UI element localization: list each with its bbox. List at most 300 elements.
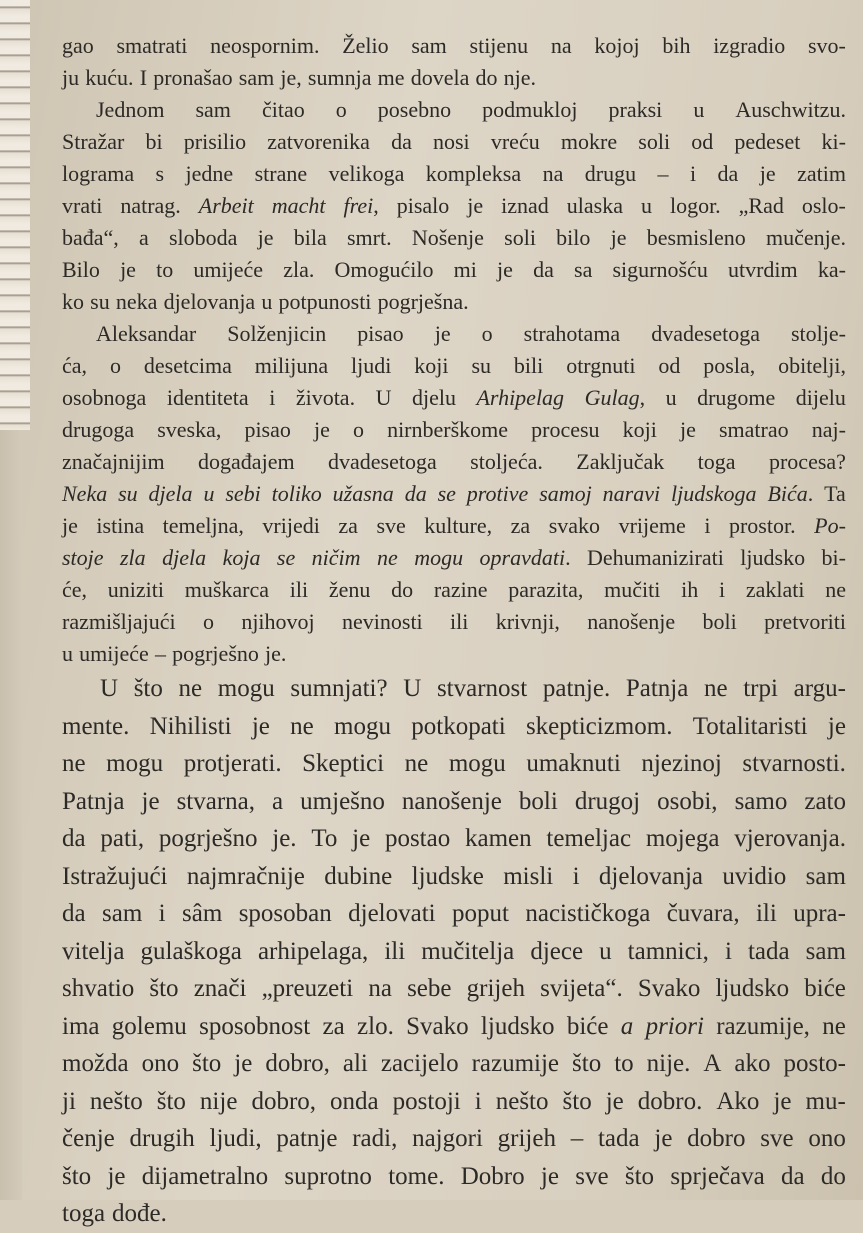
word: djelu xyxy=(411,385,456,410)
word: obitelji, xyxy=(778,353,846,378)
word: života. xyxy=(295,385,356,410)
word: natrag. xyxy=(120,193,181,218)
text-line xyxy=(62,382,846,414)
word: Stražar xyxy=(62,129,125,154)
word: nanošenje xyxy=(587,609,676,634)
word: je xyxy=(62,513,78,538)
page-text xyxy=(62,30,846,1233)
word: čitao xyxy=(261,97,305,122)
word: muškarca xyxy=(184,577,270,602)
text-line xyxy=(62,478,846,510)
word: znači xyxy=(193,975,247,1002)
word: patnje xyxy=(276,1125,338,1152)
word: sam xyxy=(238,65,275,90)
word: strane xyxy=(254,161,308,186)
word: nije. xyxy=(646,1050,691,1077)
paragraph-4 xyxy=(62,670,846,1233)
page-gutter-shadow xyxy=(0,430,22,1200)
word: je xyxy=(679,417,696,442)
word: s xyxy=(155,161,165,186)
word: na xyxy=(550,33,572,58)
word: lograma xyxy=(62,161,135,186)
word: djelovanja xyxy=(598,862,704,890)
word: razumije, xyxy=(716,1012,810,1040)
word: i xyxy=(718,577,726,602)
word: zla. xyxy=(283,257,315,282)
word: na xyxy=(368,975,392,1002)
word: oslo- xyxy=(801,193,846,218)
word: utvrdim xyxy=(727,257,798,282)
word: onda xyxy=(330,1087,379,1115)
word: dobro. xyxy=(637,1087,703,1115)
word: i xyxy=(704,513,711,538)
word: to xyxy=(156,257,174,282)
word: vjerovanja. xyxy=(734,825,846,852)
word: pisalo xyxy=(396,193,450,218)
word: nevinosti xyxy=(342,609,423,634)
word: što xyxy=(149,975,179,1002)
word: o xyxy=(481,321,493,346)
word: ne xyxy=(376,545,398,570)
word: sve xyxy=(760,1125,794,1152)
text-line xyxy=(62,158,846,190)
word: zato xyxy=(804,787,846,815)
text-line xyxy=(62,820,846,858)
word: tada xyxy=(747,937,790,965)
word: pretvoriti xyxy=(764,609,846,634)
word: stolje- xyxy=(791,321,846,346)
word: ko xyxy=(62,289,84,314)
word: ljudsko xyxy=(480,1012,555,1040)
word: Gulag, xyxy=(584,385,646,410)
word: razine xyxy=(433,577,488,602)
word: procesu xyxy=(531,417,600,442)
word: ničim xyxy=(311,545,361,570)
word: Nošenje xyxy=(411,225,484,250)
word: od xyxy=(658,353,681,378)
word: I xyxy=(139,65,148,90)
word: i xyxy=(689,161,697,186)
word: je xyxy=(251,712,270,740)
word: do xyxy=(475,65,498,90)
word: nirnberškome xyxy=(387,417,509,442)
word: uvidio xyxy=(722,862,787,890)
word: – xyxy=(154,641,166,666)
word: mogu xyxy=(414,545,464,570)
word: stvarna, xyxy=(176,787,256,815)
word: besmisleno xyxy=(646,225,746,250)
word: sposobnost xyxy=(199,1012,311,1040)
word: u xyxy=(203,481,215,506)
word: Istražujući xyxy=(62,862,168,890)
word: arhipelaga, xyxy=(257,937,369,965)
word: da xyxy=(391,129,412,154)
word: je xyxy=(605,1087,624,1115)
text-line xyxy=(62,783,846,821)
word: pogrješno xyxy=(158,825,258,852)
word: samoj xyxy=(539,481,592,506)
word: sebe xyxy=(407,975,452,1002)
word: nešto xyxy=(495,1087,549,1115)
text-line xyxy=(62,222,846,254)
word: ne xyxy=(290,712,314,740)
word: mi xyxy=(453,257,477,282)
word: Po- xyxy=(814,513,846,538)
word: iznad xyxy=(501,193,549,218)
text-line xyxy=(62,708,846,746)
word: Auschwitzu. xyxy=(735,97,846,122)
word: mogu xyxy=(217,675,275,702)
word: bila xyxy=(293,225,327,250)
word: i xyxy=(572,862,580,890)
word: temeljna, xyxy=(162,513,244,538)
word: Svako xyxy=(406,1012,469,1040)
word: U xyxy=(375,385,392,410)
word: macht xyxy=(271,193,326,218)
word: neka xyxy=(115,289,158,314)
word: njezinoj xyxy=(641,750,722,777)
text-line xyxy=(62,414,846,446)
word: boli xyxy=(518,787,558,815)
word: drugome xyxy=(697,385,776,410)
word: grijeh xyxy=(497,1125,556,1152)
word: koji xyxy=(414,353,449,378)
text-line xyxy=(62,254,846,286)
word: grijeh xyxy=(466,975,525,1002)
word: ne xyxy=(703,675,728,702)
text-line xyxy=(62,745,846,783)
word: posebno xyxy=(377,97,452,122)
word: Skeptici xyxy=(302,750,385,777)
word: pati, xyxy=(100,825,145,852)
word: toliko xyxy=(271,481,322,506)
word: nosi xyxy=(433,129,470,154)
text-line xyxy=(62,858,846,896)
word: ljudske xyxy=(411,862,484,890)
word: je xyxy=(610,225,627,250)
word: otrgnuti xyxy=(566,353,636,378)
word: ljudskoga xyxy=(670,481,757,506)
word: što xyxy=(562,1087,592,1115)
word: i xyxy=(158,900,166,927)
word: u xyxy=(599,937,612,965)
word: „Rad xyxy=(738,193,784,218)
word: smrt. xyxy=(347,225,392,250)
word: bili xyxy=(513,353,544,378)
word: frei, xyxy=(343,193,379,218)
text-line xyxy=(62,510,846,542)
word: ne xyxy=(404,750,429,777)
word: osobnoga xyxy=(62,385,147,410)
word: će, xyxy=(62,577,88,602)
word: na xyxy=(542,161,564,186)
text-line xyxy=(62,1008,846,1046)
word: gulaškoga xyxy=(140,937,242,965)
word: sam xyxy=(102,900,143,927)
word: A xyxy=(703,1050,722,1077)
previous-pages-edge xyxy=(0,0,30,430)
word: zacijelo xyxy=(380,1050,459,1077)
word: je xyxy=(540,1162,559,1190)
word: sprječava xyxy=(670,1162,765,1190)
word: smatrati xyxy=(116,33,188,58)
word: zlo. xyxy=(357,1012,394,1040)
paragraph-3 xyxy=(62,318,846,670)
word: soli xyxy=(504,225,536,250)
word: stvarnost xyxy=(436,675,528,702)
word: mučiti xyxy=(604,577,661,602)
word: biće xyxy=(566,1012,609,1040)
word: a xyxy=(139,225,149,250)
word: za xyxy=(338,513,358,538)
word: bađa“, xyxy=(62,225,119,250)
word: je xyxy=(434,321,451,346)
word: ne xyxy=(822,1012,846,1040)
word: sloboda xyxy=(169,225,238,250)
word: su xyxy=(118,481,138,506)
word: radi, xyxy=(352,1125,398,1152)
word: posla, xyxy=(703,353,756,378)
word: ki- xyxy=(821,129,846,154)
word: biće xyxy=(804,975,846,1002)
text-line xyxy=(62,1120,846,1158)
word: pronašao xyxy=(153,65,233,90)
word: sa xyxy=(574,257,593,282)
word: je xyxy=(773,1087,792,1115)
word: sebi xyxy=(225,481,261,506)
word: je xyxy=(827,712,846,740)
word: je xyxy=(107,1162,126,1190)
word: je. xyxy=(265,641,287,666)
word: postoji xyxy=(392,1087,461,1115)
word: Arhipelag xyxy=(476,385,565,410)
word: misli xyxy=(503,862,554,890)
word: prisilio xyxy=(183,129,247,154)
word: tamnici, xyxy=(627,937,709,965)
word: tome. xyxy=(388,1162,445,1190)
text-line xyxy=(62,606,846,638)
word: golemu xyxy=(111,1012,187,1040)
paragraph-1 xyxy=(62,30,846,94)
word: jedne xyxy=(185,161,234,186)
word: Nihilisti xyxy=(149,712,232,740)
word: skepticizmom. xyxy=(525,712,673,740)
word: bi xyxy=(145,129,163,154)
text-line xyxy=(62,94,846,126)
text-line xyxy=(62,286,846,318)
word: ća, xyxy=(62,353,88,378)
word: ima xyxy=(62,1012,100,1040)
word: u xyxy=(261,289,273,314)
word: – xyxy=(570,1125,584,1152)
word: drugoga xyxy=(62,417,135,442)
word: suprotno xyxy=(284,1162,372,1190)
word: milijuna xyxy=(254,353,329,378)
word: događajem xyxy=(198,449,295,474)
word: Ta xyxy=(824,481,846,506)
text-line xyxy=(62,670,846,708)
word: stoje xyxy=(62,545,104,570)
word: pogrješna. xyxy=(377,289,469,314)
word: mogu xyxy=(334,712,391,740)
word: samo xyxy=(734,787,788,815)
word: mojega xyxy=(645,825,720,852)
word: što xyxy=(62,1162,92,1190)
word: je xyxy=(467,193,484,218)
word: trpi xyxy=(743,675,778,702)
word: njihovoj xyxy=(241,609,315,634)
word: mučitelja xyxy=(421,937,515,965)
word: sam xyxy=(195,97,231,122)
word: Zaključak xyxy=(576,449,665,474)
word: naj- xyxy=(811,417,846,442)
word: sam xyxy=(411,33,447,58)
word: velikoga xyxy=(328,161,405,186)
word: Solženjicin xyxy=(227,321,327,346)
text-line xyxy=(62,638,846,670)
word: krivnji, xyxy=(495,609,560,634)
word: ili xyxy=(289,577,309,602)
word: umješno xyxy=(300,787,385,815)
word: kompleksa xyxy=(425,161,522,186)
word: shvatio xyxy=(62,975,135,1002)
word: ili xyxy=(384,937,406,965)
word: poput xyxy=(452,900,509,927)
word: nacističkoga xyxy=(525,900,651,927)
word: mokre xyxy=(560,129,618,154)
word: toga xyxy=(62,1200,106,1227)
word: sposoban xyxy=(238,900,332,927)
word: ali xyxy=(342,1050,368,1077)
word: kulture, xyxy=(424,513,493,538)
word: Bilo xyxy=(62,257,100,282)
word: umaknuti xyxy=(526,750,621,777)
word: pogrješno xyxy=(172,641,259,666)
word: su xyxy=(90,289,110,314)
word: stijenu xyxy=(469,33,529,58)
word: da xyxy=(533,257,554,282)
word: drugih xyxy=(129,1125,195,1152)
word: ne xyxy=(825,577,846,602)
word: o xyxy=(109,353,121,378)
word: je xyxy=(257,225,274,250)
word: ljudi xyxy=(351,353,392,378)
word: mente. xyxy=(62,712,130,740)
word: toga xyxy=(697,449,736,474)
word: mogu xyxy=(448,750,506,777)
word: i xyxy=(269,385,276,410)
word: sve xyxy=(575,1162,609,1190)
word: ljudsko xyxy=(740,545,806,570)
word: zatvorenika xyxy=(267,129,370,154)
word: je xyxy=(141,787,160,815)
word: ljudsko xyxy=(715,975,790,1002)
word: najgori xyxy=(412,1125,483,1152)
word: djelovati xyxy=(348,900,436,927)
word: upra- xyxy=(793,900,846,927)
word: logor. xyxy=(669,193,721,218)
word: bi- xyxy=(821,545,846,570)
word: parazita, xyxy=(508,577,584,602)
word: sveska, xyxy=(157,417,222,442)
word: ili xyxy=(450,609,469,634)
word: temeljac xyxy=(546,825,632,852)
word: pisao xyxy=(357,321,404,346)
word: prostor. xyxy=(728,513,796,538)
word: umijeće xyxy=(193,257,264,282)
text-line xyxy=(62,1195,846,1233)
word: je xyxy=(654,1125,673,1152)
word: i xyxy=(724,937,732,965)
word: užasna xyxy=(332,481,394,506)
word: Želio xyxy=(342,33,389,58)
word: Ako xyxy=(716,1087,760,1115)
word: desetcima xyxy=(143,353,232,378)
word: dođe. xyxy=(112,1200,167,1227)
word: sumnjati? xyxy=(290,675,388,702)
word: da xyxy=(62,900,86,927)
word: dobro xyxy=(687,1125,746,1152)
word: vrijeme xyxy=(618,513,686,538)
word: da xyxy=(62,825,86,852)
word: do xyxy=(820,1162,846,1190)
word: identiteta xyxy=(166,385,249,410)
word: U xyxy=(403,675,422,702)
word: tada xyxy=(597,1125,640,1152)
word: dobro, xyxy=(265,1050,330,1077)
word: od xyxy=(691,129,714,154)
word: se xyxy=(276,545,296,570)
word: procesa? xyxy=(768,449,846,474)
word: vrati xyxy=(62,193,103,218)
word: U xyxy=(100,675,119,702)
word: koja xyxy=(222,545,261,570)
word: kamen xyxy=(464,825,532,852)
word: ili xyxy=(755,900,777,927)
word: Aleksandar xyxy=(96,321,197,346)
word: uniziti xyxy=(107,577,164,602)
text-line xyxy=(62,350,846,382)
word: istina xyxy=(96,513,145,538)
word: nije xyxy=(199,1087,238,1115)
word: su xyxy=(471,353,491,378)
word: u xyxy=(693,97,705,122)
text-line xyxy=(62,446,846,478)
word: Dobro xyxy=(460,1162,525,1190)
word: dvadesetoga xyxy=(651,321,760,346)
text-line xyxy=(62,126,846,158)
word: ne xyxy=(62,750,86,777)
word: dvadesetoga xyxy=(328,449,437,474)
word: to xyxy=(614,1050,634,1077)
word: smatrao xyxy=(718,417,789,442)
word: čenje xyxy=(62,1125,115,1152)
word: razmišljajući xyxy=(62,609,176,634)
word: posto- xyxy=(783,1050,846,1077)
word: je xyxy=(120,257,136,282)
word: potpunosti xyxy=(278,289,372,314)
word: praksi xyxy=(608,97,663,122)
word: je xyxy=(759,161,776,186)
word: Bića. xyxy=(767,481,814,506)
text-line xyxy=(62,542,846,574)
word: postao xyxy=(384,825,451,852)
text-line xyxy=(62,30,846,62)
word: koji xyxy=(622,417,657,442)
word: Arbeit xyxy=(198,193,254,218)
word: umijeće xyxy=(79,641,149,666)
word: podmukloj xyxy=(482,97,578,122)
